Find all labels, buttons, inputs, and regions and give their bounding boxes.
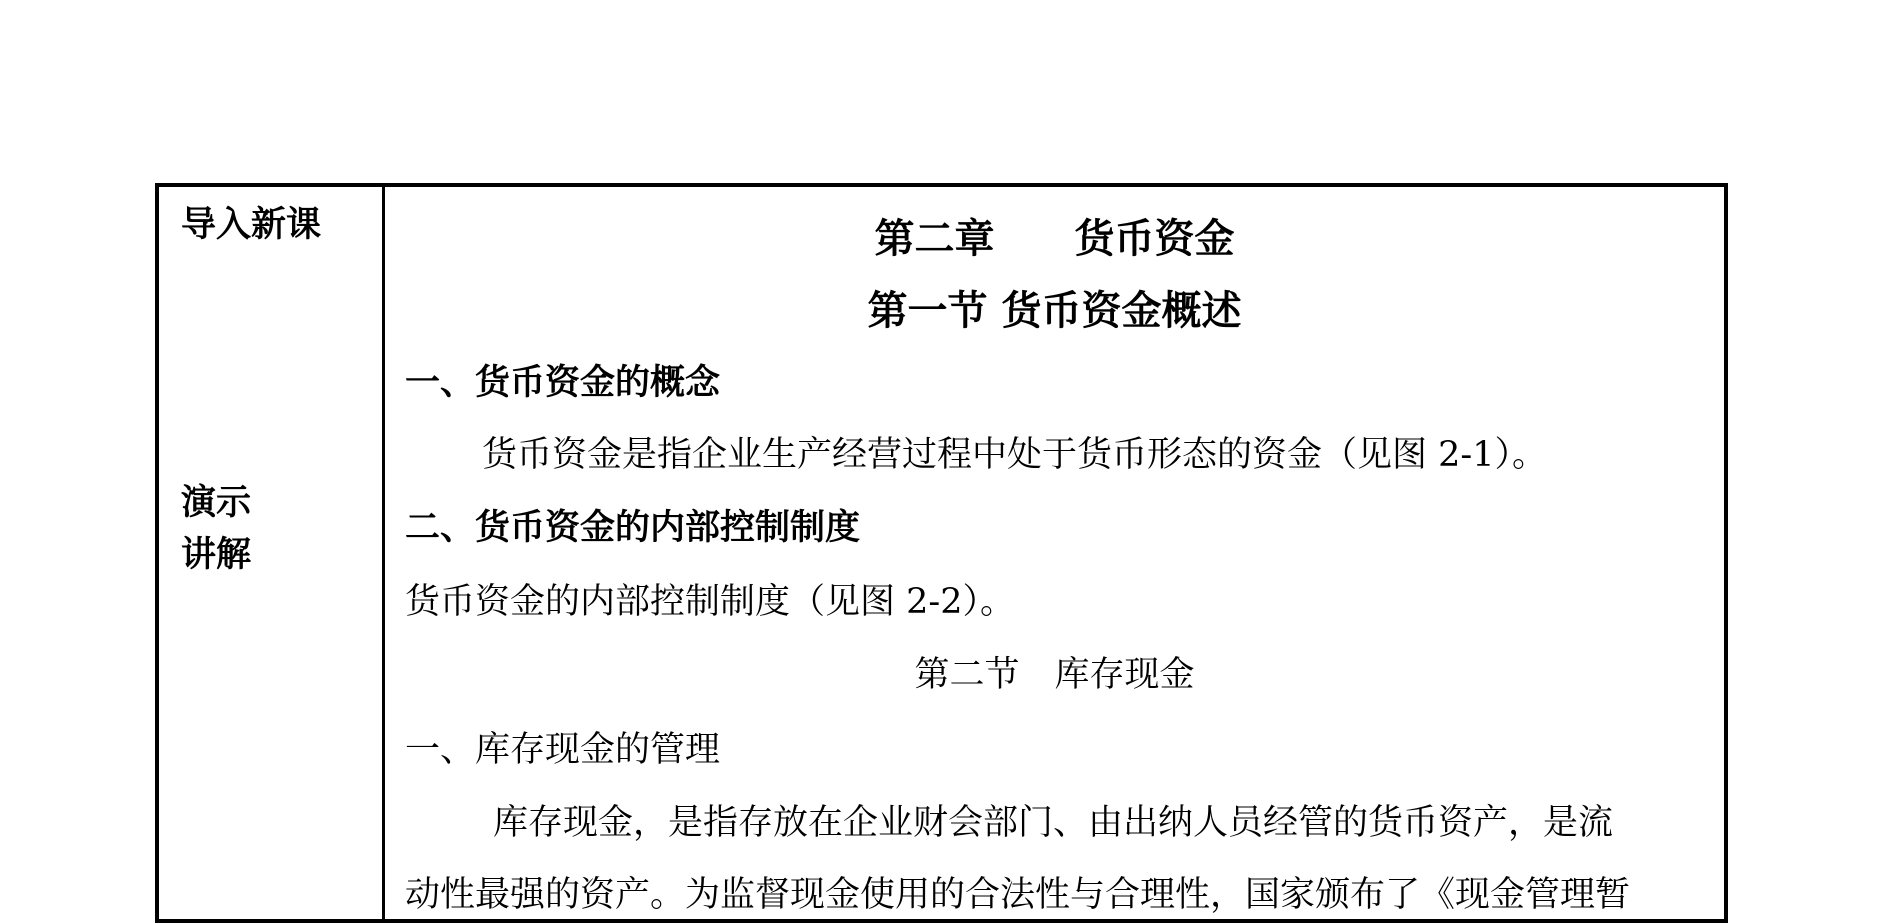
demo-label-line-2: 讲解 <box>181 535 252 575</box>
section1-title: 第一节 货币资金概述 <box>867 288 1242 334</box>
section1-heading-internal-control: 二、货币资金的内部控制制度 <box>405 508 861 548</box>
section1-heading-concept: 一、货币资金的概念 <box>405 363 721 403</box>
import-new-lesson-label: 导入新课 <box>181 205 322 245</box>
content-column <box>385 187 1724 919</box>
left-label-column <box>159 187 385 919</box>
section2-paragraph-line-2: 动性最强的资产。为监督现金使用的合法性与合理性，国家颁布了《现金管理暂 <box>405 875 1631 915</box>
section2-paragraph-line-1: 库存现金，是指存放在企业财会部门、由出纳人员经管的货币资产，是流 <box>493 803 1614 843</box>
document-table <box>155 183 1728 923</box>
section2-title: 第二节 库存现金 <box>914 655 1195 695</box>
chapter-title: 第二章 货币资金 <box>874 216 1235 262</box>
demo-explain-label <box>181 477 251 581</box>
demo-label-line-1: 演示 <box>181 483 252 523</box>
section1-paragraph-internal-control: 货币资金的内部控制制度（见图 2-2）。 <box>405 582 1015 622</box>
section1-paragraph-concept: 货币资金是指企业生产经营过程中处于货币形态的资金（见图 2-1）。 <box>482 435 1547 475</box>
section2-heading-management: 一、库存现金的管理 <box>405 730 721 770</box>
